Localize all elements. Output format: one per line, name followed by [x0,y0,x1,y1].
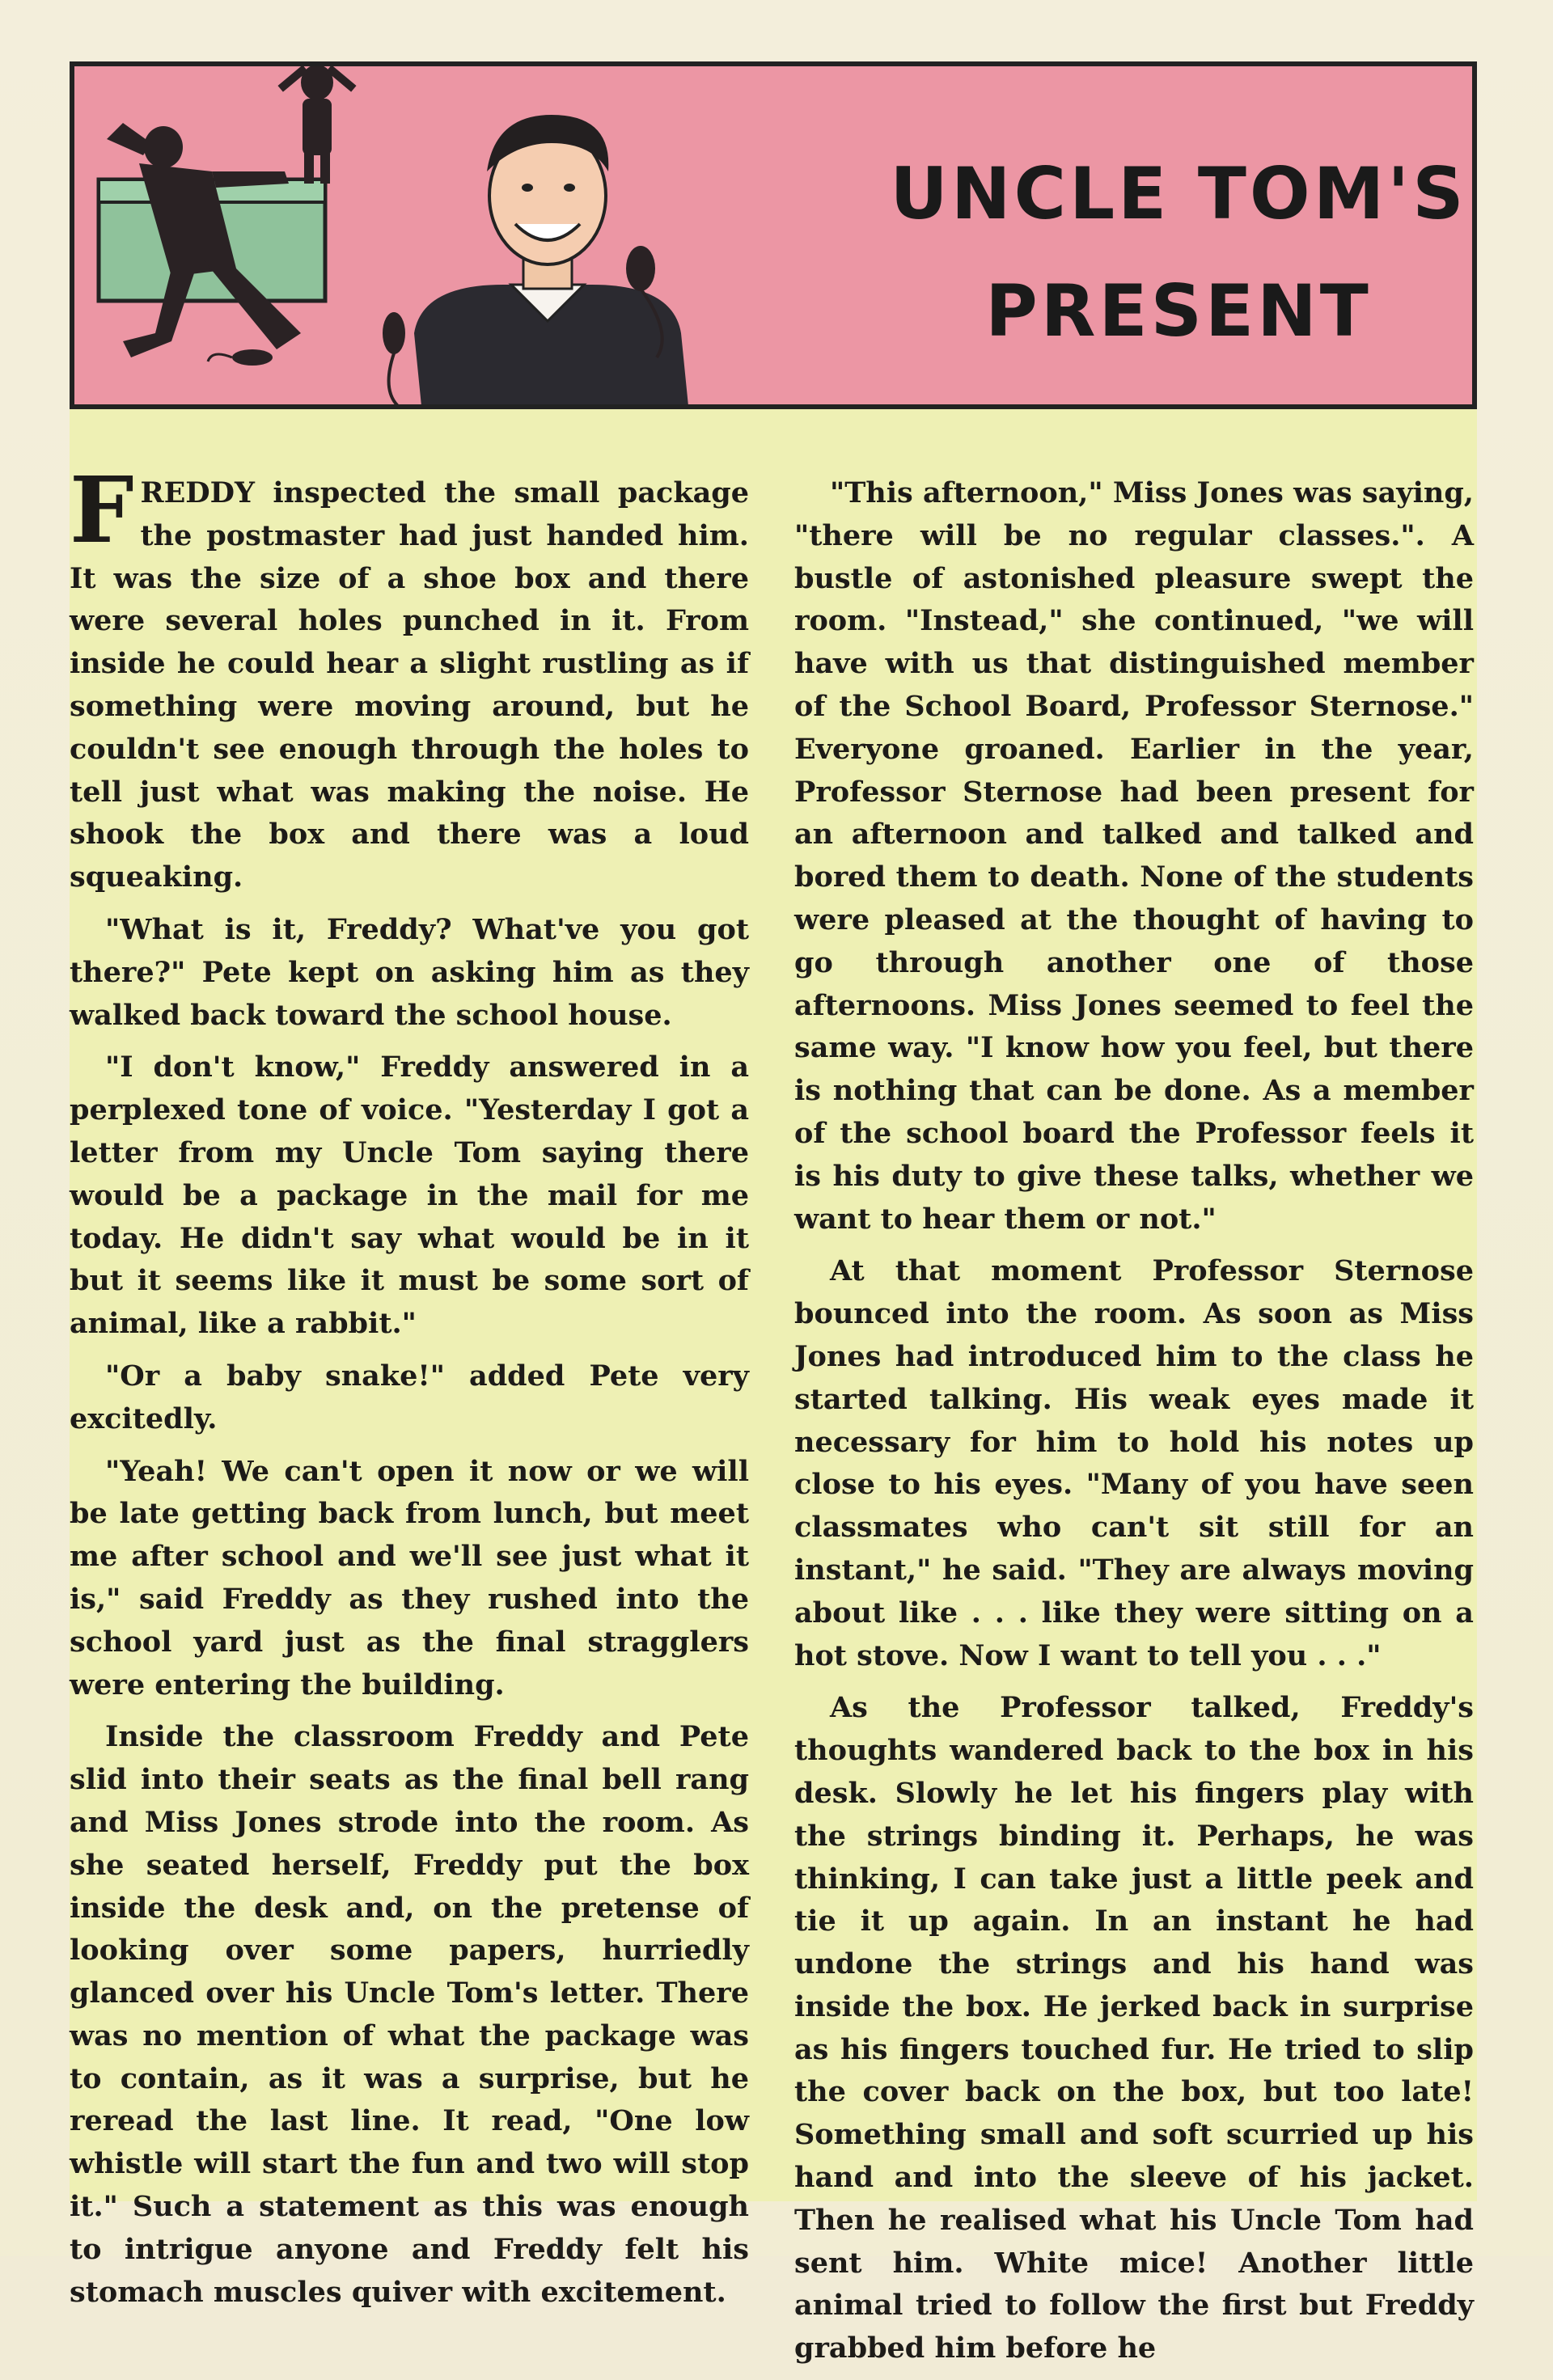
paragraph: "I don't know," Freddy answered in a perplexed tone of voice. "Yesterday I got a letter from my Uncle Tom saying there would be a package in the mail for me today. He didn't say what would be in it but it seems like it must be some sort of animal, like a rabbit." [70,1050,749,1341]
title-line-1: UNCLE TOM'S [890,152,1467,235]
story-title [883,135,1474,370]
title-banner [70,61,1477,409]
standing-figure [277,66,356,184]
climbing-mouse [383,312,405,406]
paragraph: Inside the classroom Freddy and Pete slid into their seats as the final bell rang and Miss Jones strode into the room. As she seated herself, Freddy put the box inside the desk and, on the pretense of looking over some papers, hurriedly glanced over his Uncle Tom's letter. There was no mention of what the package was to contain, as it was a surprise, but he reread the last line. It read, "One low whistle will start the fun and two will stop it." Such a statement as this was enough to intrigue anyone and Freddy felt his stomach muscles quiver with excitement. [70,1720,749,2309]
paragraph [70,458,749,899]
text-panel [70,409,1477,2365]
right-column [794,472,1474,2380]
left-column [70,458,749,2323]
paragraph: As the Professor talked, Freddy's thoughts wandered back to the box in his desk. Slowly he let his fingers play with the strings binding it. Perhaps, he was thinking, I can take just a little peek and tie it up again. In an instant he had undone the strings and his hand was inside the box. He jerked back in surprise as his fingers touched fur. He tried to slip the cover back on the box, but too late! Something small and soft scurried up his hand and into the sleeve of his jacket. Then he realised what his Uncle Tom had sent him. White mice! Another little animal tried to follow the first but Freddy grabbed him before he [794,1691,1474,2365]
boy-with-mice-illustration [74,66,883,409]
title-line-2: PRESENT [985,269,1372,353]
paragraph: "This afternoon," Miss Jones was saying, "there will be no regular classes.". A bustle of astonished pleasure swept the room. "Instead," she continued, "we will have with us that distinguished member of the School Board, Professor Sternose." Everyone groaned. Earlier in the year, Professor Sternose had been present for an afternoon and talked and talked and bored them to death. None of the students were pleased at the thought of having to go through another one of those afternoons. Miss Jones seemed to feel the same way. "I know how you feel, but there is nothing that can be done. As a member of the school board the Professor feels it is his duty to give these talks, whether we want to hear them or not." [794,476,1474,1236]
paragraph: "Yeah! We can't open it now or we will be late getting back from lunch, but meet me after school and we'll see just what it is," said Freddy as they rushed into the school yard just as the final stragglers were entering the building. [70,1454,749,1702]
drop-cap: F [70,458,134,564]
paragraph: At that moment Professor Sternose bounced into the room. As soon as Miss Jones had introduced him to the class he started talking. His weak eyes made it necessary for him to hold his notes up close to his eyes. "Many of you have seen classmates who can't sit still for an instant," he said. "They are always moving about like . . . like they were sitting on a hot stove. Now I want to tell you . . ." [794,1254,1474,1672]
paragraph-text: REDDY inspected the small package the postmaster had just handed him. It was the size of a shoe box and there were several holes punched in it. From inside he could hear a slight rustling as if something were moving around, but he couldn't see enough through the holes to tell just what was making the noise. He shook the box and there was a loud squeaking. [70,476,749,894]
paragraph: "Or a baby snake!" added Pete very excitedly. [70,1359,749,1435]
paragraph: "What is it, Freddy? What've you got there?" Pete kept on asking him as they walked back toward the school house. [70,912,749,1032]
floor-mouse [208,349,273,366]
